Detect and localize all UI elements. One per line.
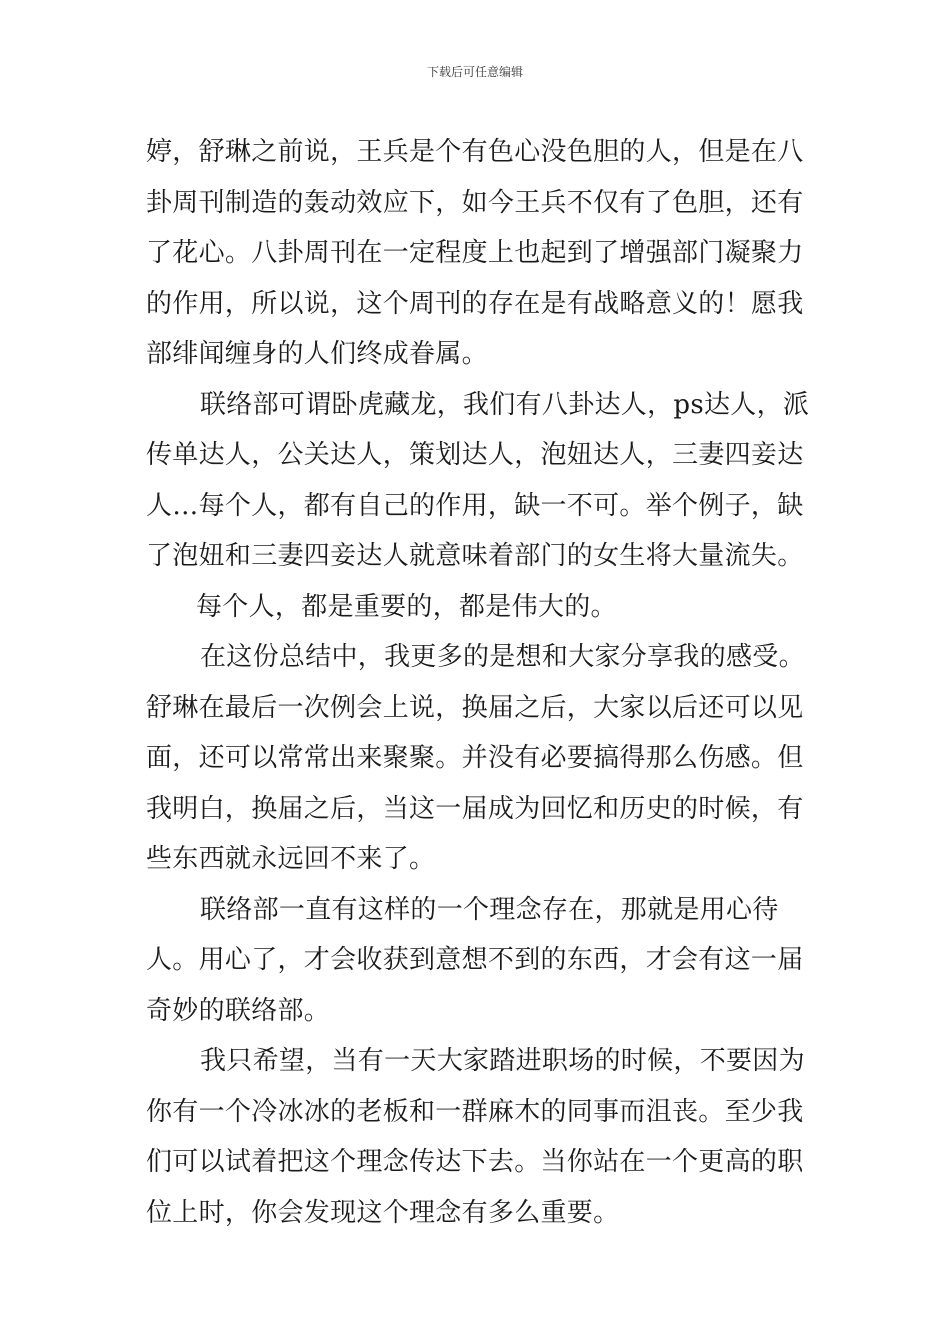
paragraph-3: 每个人，都是重要的，都是伟大的。 — [196, 591, 617, 622]
document-body — [146, 127, 812, 1238]
paragraph-4: 在这份总结中，我更多的是想和大家分享我的感受。舒琳在最后一次例会上说，换届之后，大家以后还可以见面，还可以常常出来聚聚。并没有必要搞得那么伤感。但我明白，换届之后，当这一届成为回忆和历史的时候，有些东西就永远回不来了。 — [146, 642, 805, 874]
paragraph-1: 婷，舒琳之前说，王兵是个有色心没色胆的人，但是在八卦周刊制造的轰动效应下，如今王兵不仅有了色胆，还有了花心。八卦周刊在一定程度上也起到了增强部门凝聚力的作用，所以说，这个周刊的存在是有战略意义的！愿我部绯闻缠身的人们终成眷属。 — [146, 137, 804, 369]
paragraph-5: 联络部一直有这样的一个理念存在，那就是用心待人。用心了，才会收获到意想不到的东西，才会有这一届奇妙的联络部。 — [146, 894, 804, 1026]
page-header: 下载后可任意编辑 — [426, 65, 523, 79]
paragraph-6: 我只希望，当有一天大家踏进职场的时候，不要因为你有一个冷冰冰的老板和一群麻木的同事而沮丧。至少我们可以试着把这个理念传达下去。当你站在一个更高的职位上时，你会发现这个理念有多么重要。 — [146, 1046, 805, 1228]
paragraph-2: 联络部可谓卧虎藏龙，我们有八卦达人，ps达人，派传单达人，公关达人，策划达人，泡妞达人，三妻四妾达人…每个人，都有自己的作用，缺一不可。举个例子，缺了泡妞和三妻四妾达人就意味着部门的女生将大量流失。 — [146, 389, 810, 571]
